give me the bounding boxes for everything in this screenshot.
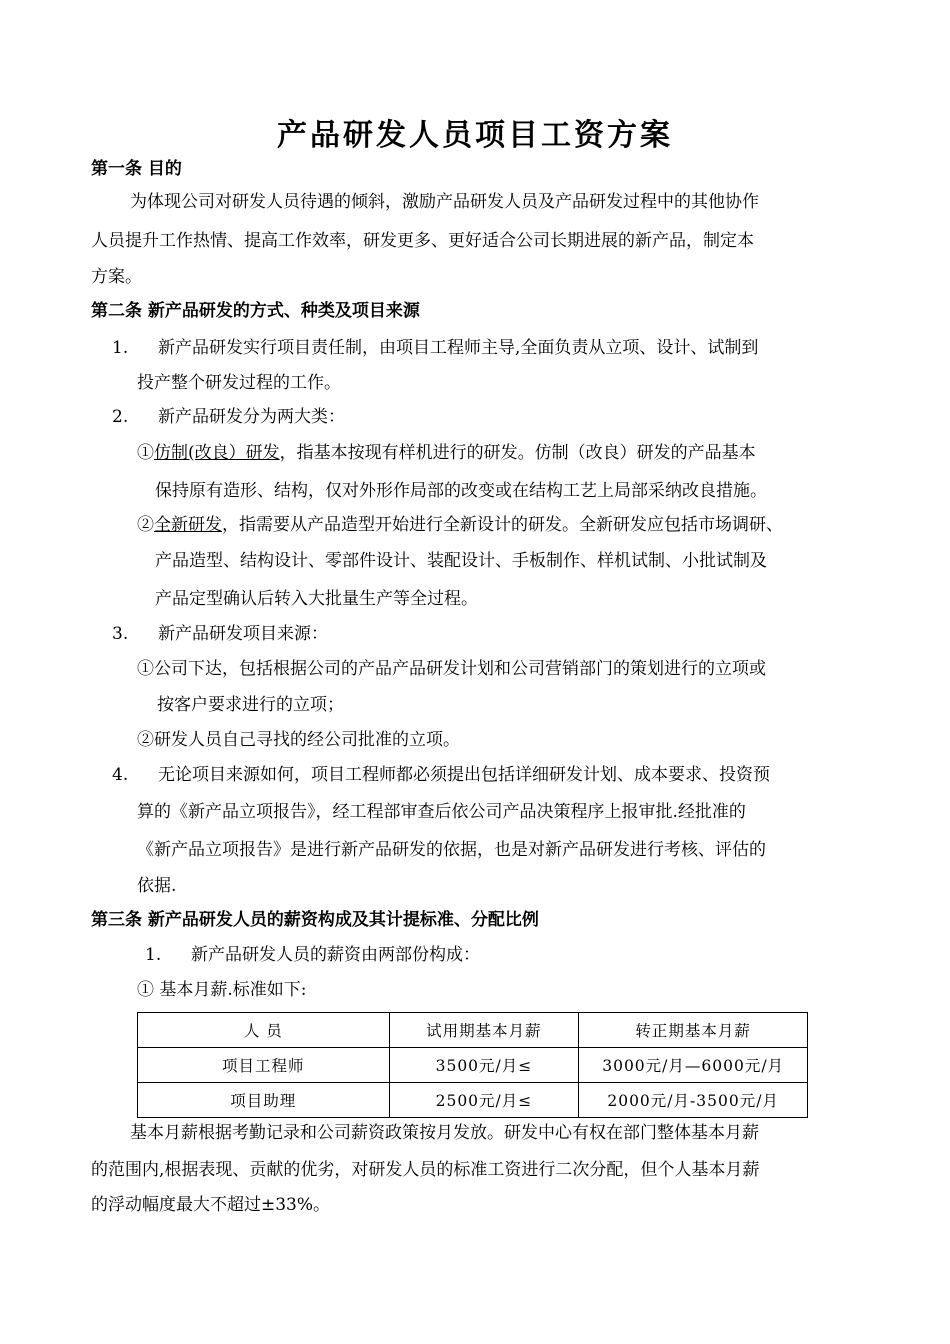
underlined-term: 仿制(改良）研发 (154, 443, 280, 463)
sub-text: ，指需要从产品造型开始进行全新设计的研发。全新研发应包括市场调研、 (222, 515, 783, 535)
article2-item4-line3: 《新产品立项报告》是进行新产品研发的依据，也是对新产品研发进行考核、评估的 (137, 840, 766, 860)
article2-item1-line2: 投产整个研发过程的工作。 (137, 373, 341, 393)
item-text: 新产品研发分为两大类： (158, 407, 345, 427)
table-cell: 3500元/月≤ (389, 1048, 579, 1083)
document-title: 产品研发人员项目工资方案 (277, 118, 673, 153)
article2-item4-line4: 依据. (137, 876, 177, 896)
sub-text: ，指基本按现有样机进行的研发。仿制（改良）研发的产品基本 (279, 443, 756, 463)
article2-item4 (112, 763, 770, 787)
table-row (138, 1083, 808, 1118)
item-number: 1. (112, 338, 129, 358)
article2-item2-sub1-line2: 保持原有造形、结构，仅对外形作局部的改变或在结构工艺上局部采纳改良措施。 (155, 481, 767, 501)
article3-after-line-1: 基本月薪根据考勤记录和公司薪资政策按月发放。研发中心有权在部门整体基本月薪 (130, 1123, 759, 1143)
item-text: 新产品研发项目来源： (158, 624, 328, 644)
article2-item3 (112, 622, 328, 646)
item-number: 1. (145, 945, 162, 965)
table-header-cell: 试用期基本月薪 (389, 1013, 579, 1048)
article3-after-line-3: 的浮动幅度最大不超过±33%。 (91, 1195, 331, 1215)
article2-item3-sub1-line2: 按客户要求进行的立项； (157, 695, 344, 715)
article2-item3-sub1-line1: ①公司下达，包括根据公司的产品产品研发计划和公司营销部门的策划进行的立项或 (137, 659, 766, 679)
article2-heading: 第二条 新产品研发的方式、种类及项目来源 (91, 301, 420, 321)
table-cell: 项目助理 (138, 1083, 390, 1118)
item-text: 新产品研发实行项目责任制，由项目工程师主导,全面负责从立项、设计、试制到 (158, 338, 759, 358)
article2-item2-sub2-line3: 产品定型确认后转入大批量生产等全过程。 (155, 589, 478, 609)
item-number: 3. (112, 624, 129, 644)
article2-item2-sub2 (137, 513, 783, 537)
table-header-row (138, 1013, 808, 1048)
item-text: 新产品研发人员的薪资由两部份构成： (191, 945, 480, 965)
circled-marker: ② (137, 515, 154, 535)
article3-heading: 第三条 新产品研发人员的薪资构成及其计提标准、分配比例 (91, 910, 539, 930)
table-header-cell: 转正期基本月薪 (579, 1013, 808, 1048)
article2-item3-sub2: ②研发人员自己寻找的经公司批准的立项。 (137, 730, 460, 750)
item-number: 4. (112, 765, 129, 785)
article2-item2-sub2-line2: 产品造型、结构设计、零部件设计、装配设计、手板制作、样机试制、小批试制及 (155, 551, 767, 571)
article3-item1 (145, 943, 480, 967)
article2-item2 (112, 405, 345, 429)
article1-line-1: 为体现公司对研发人员待遇的倾斜，激励产品研发人员及产品研发过程中的其他协作 (130, 192, 759, 212)
item-number: 2. (112, 407, 129, 427)
article1-line-2: 人员提升工作热情、提高工作效率，研发更多、更好适合公司长期进展的新产品，制定本 (91, 231, 754, 251)
article3-after-line-2: 的范围内,根据表现、贡献的优劣，对研发人员的标准工资进行二次分配，但个人基本月薪 (91, 1160, 760, 1180)
article1-line-3: 方案。 (91, 267, 142, 287)
item-text: 无论项目来源如何，项目工程师都必须提出包括详细研发计划、成本要求、投资预 (158, 765, 770, 785)
table-header-cell: 人 员 (138, 1013, 390, 1048)
table-cell: 2000元/月-3500元/月 (579, 1083, 808, 1118)
circled-marker: ① (137, 443, 154, 463)
article2-item1 (112, 336, 758, 360)
article2-item2-sub1 (137, 441, 756, 465)
table-cell: 2500元/月≤ (389, 1083, 579, 1118)
table-row (138, 1048, 808, 1083)
article1-heading: 第一条 目的 (91, 159, 182, 179)
article2-item4-line2: 算的《新产品立项报告》，经工程部审查后依公司产品决策程序上报审批.经批准的 (137, 802, 746, 822)
article3-sub1: ① 基本月薪.标准如下: (137, 980, 307, 1000)
salary-table (137, 1012, 808, 1118)
table-cell: 3000元/月—6000元/月 (579, 1048, 808, 1083)
table-cell: 项目工程师 (138, 1048, 390, 1083)
underlined-term: 全新研发 (154, 515, 222, 535)
